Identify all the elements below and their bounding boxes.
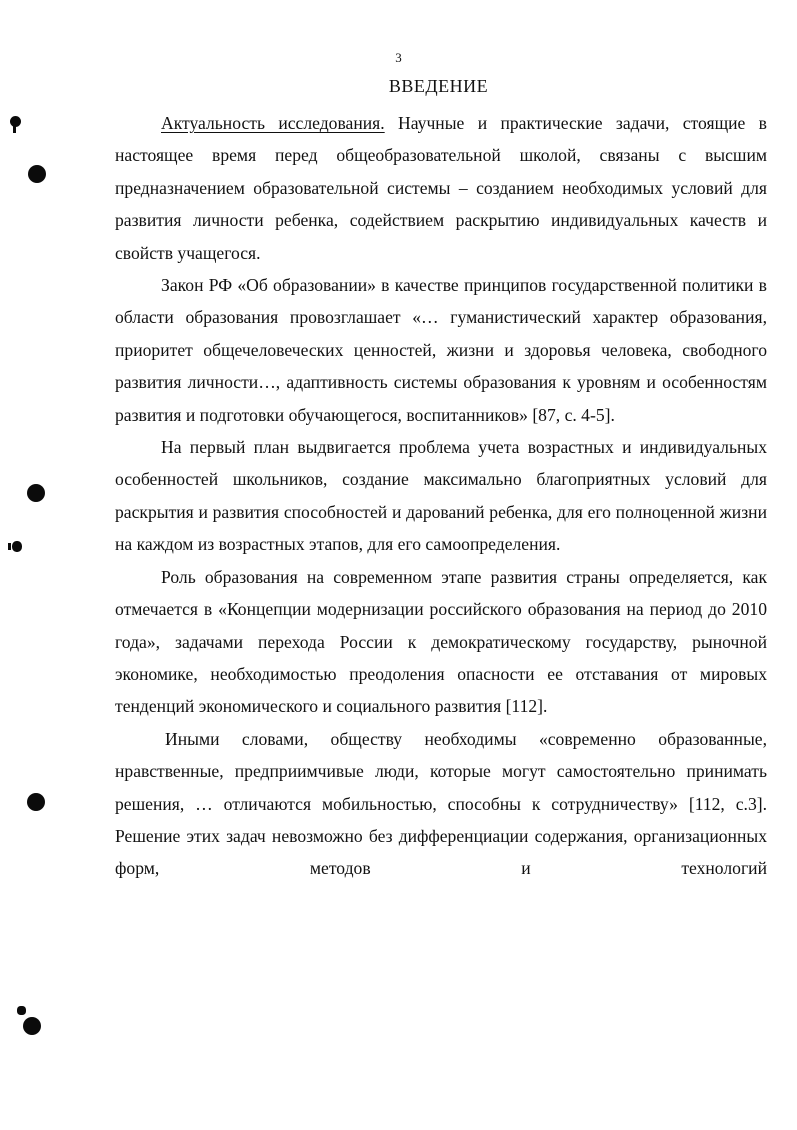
punch-hole [28, 165, 46, 183]
paragraph [115, 107, 767, 269]
paragraph: На первый план выдвигается проблема учета возрастных и индивидуальных особенностей школьников, создание максимально благоприятных условий для раскрытия и развития способностей и дарований ребенка, для его полноценной жизни на каждом из возрастных этапов, для его самоопределения. [115, 437, 767, 555]
paragraph-text: Научные и практические задачи, стоящие в настоящее время перед общеобразовательной школой, связаны с высшим предназначением образовательной системы – созданием необходимых условий для развития личности ребенка, содействием раскрытию индивидуальных качеств и свойств учащегося. [115, 113, 767, 263]
punch-hole [23, 1017, 41, 1035]
page-title: ВВЕДЕНИЕ [388, 76, 489, 96]
paragraph: Закон РФ «Об образовании» в качестве принципов государственной политики в области образования провозглашает «… гуманистический характер образования, приоритет общечеловеческих ценностей, жизни и здоровья человека, свободного развития личности…, адаптивность системы образования к уровням и особенностям развития и подготовки обучающегося, воспитанников» [87, с. 4-5]. [115, 275, 767, 425]
scan-speck [8, 543, 11, 550]
page-number: 3 [395, 50, 402, 65]
punch-hole [27, 484, 45, 502]
scan-speck [17, 1006, 26, 1015]
scan-speck [12, 541, 22, 552]
body-text [115, 107, 767, 885]
punch-hole [27, 793, 45, 811]
underlined-lead: Актуальность исследования. [161, 113, 385, 133]
paragraph: Роль образования на современном этапе развития страны определяется, как отмечается в «Концепции модернизации российского образования на период до 2010 года», задачами перехода России к демократическому государству, рыночной экономике, необходимостью преодоления опасности ее отставания от мировых тенденций экономического и социального развития [112]. [115, 566, 767, 717]
paragraph: Иными словами, обществу необходимы «современно образованные, нравственные, предприимчивые люди, которые могут самостоятельно принимать решения, … отличаются мобильностью, способны к сотрудничеству» [112, с.3]. Решение этих задач невозможно без дифференциации содержания, организационных форм, методов и технологий [115, 728, 767, 879]
scan-speck [13, 125, 16, 133]
